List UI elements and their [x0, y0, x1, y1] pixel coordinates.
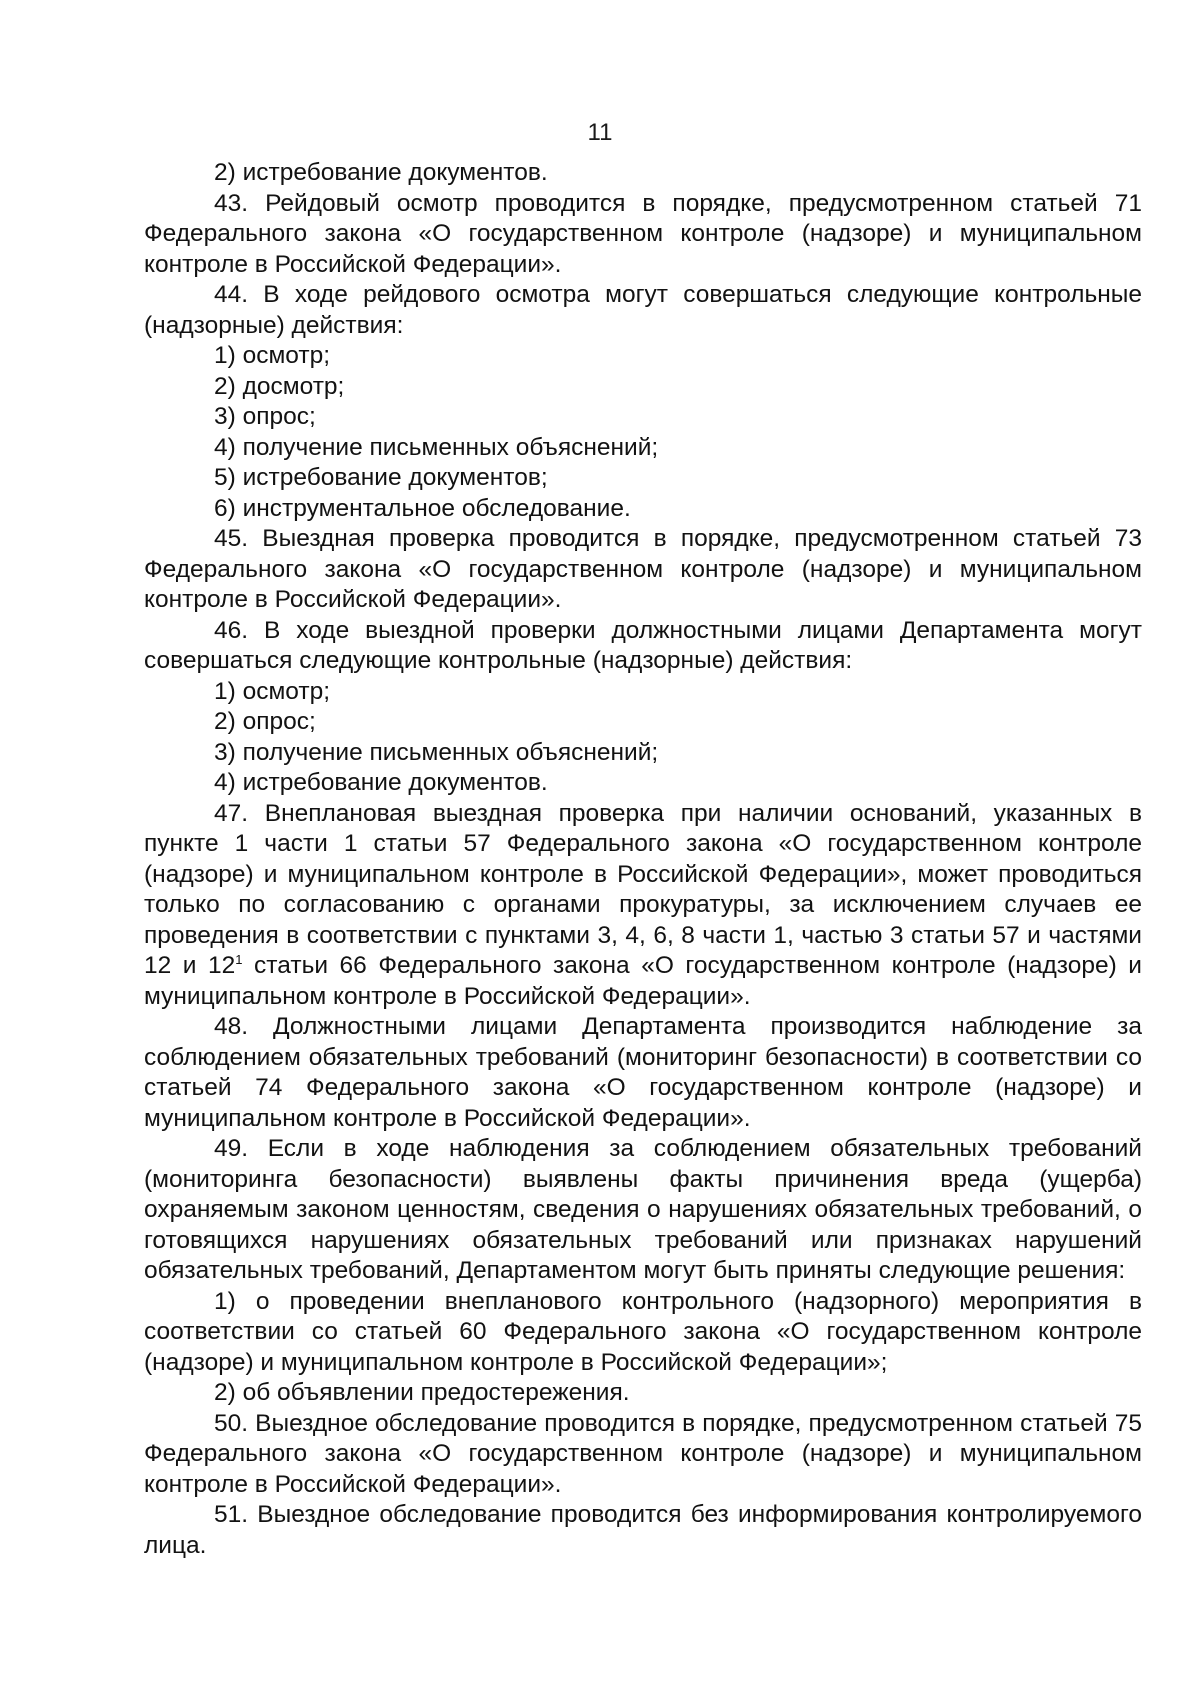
paragraph: 2) истребование документов. [214, 159, 548, 186]
paragraph-48: 48. Должностными лицами Департамента производится наблюдение за соблюдением обязательных требований (мониторинг безопасности) в соответствии со статьей 74 Федерального закона «О государственном контроле (надзоре) и муниципальном контроле в Российской Федерации». [144, 1013, 1142, 1132]
document-body [144, 158, 1142, 1561]
list-item: 5) истребование документов; [214, 464, 548, 491]
list-item: 1) о проведении внепланового контрольного (надзорного) мероприятия в соответствии со статьей 60 Федерального закона «О государственном контроле (надзоре) и муниципальном контроле в Российской Федерации»; [144, 1287, 1142, 1376]
list-item: 3) опрос; [214, 403, 316, 430]
list-item: 1) осмотр; [214, 342, 331, 369]
superscript: 1 [235, 951, 243, 967]
paragraph-49: 49. Если в ходе наблюдения за соблюдением обязательных требований (мониторинга безопасности) выявлены факты причинения вреда (ущерба) охраняемым законом ценностям, сведения о нарушениях обязательных требований, о готовящихся нарушениях обязательных требований или признаках нарушений обязательных требований, Департаментом могут быть приняты следующие решения: [144, 1135, 1142, 1284]
list-item: 4) получение письменных объяснений; [214, 433, 659, 461]
paragraph-47 [144, 799, 1142, 1013]
paragraph-43: 43. Рейдовый осмотр проводится в порядке, предусмотренном статьей 71 Федерального закона «О государственном контроле (надзоре) и муниципальном контроле в Российской Федерации». [144, 189, 1142, 278]
paragraph-46: 46. В ходе выездной проверки должностными лицами Департамента могут совершаться следующие контрольные (надзорные) действия: [144, 616, 1142, 674]
paragraph-47-text-end: статьи 66 Федерального закона «О государственном контроле (надзоре) и муниципальном контроле в Российской Федерации». [144, 952, 1142, 1010]
paragraph-45: 45. Выездная проверка проводится в порядке, предусмотренном статьей 73 Федерального закона «О государственном контроле (надзоре) и муниципальном контроле в Российской Федерации». [144, 525, 1142, 613]
list-item: 2) об объявлении предостережения. [214, 1379, 630, 1406]
page-number: 11 [587, 119, 613, 146]
list-item: 2) опрос; [214, 708, 316, 735]
paragraph-51: 51. Выездное обследование проводится без информирования контролируемого лица. [144, 1501, 1142, 1559]
paragraph-50: 50. Выездное обследование проводится в порядке, предусмотренном статьей 75 Федерального закона «О государственном контроле (надзоре) и муниципальном контроле в Российской Федерации». [144, 1409, 1142, 1498]
list-item: 3) получение письменных объяснений; [214, 738, 659, 766]
list-item: 4) истребование документов. [214, 769, 548, 796]
list-item: 2) досмотр; [214, 372, 345, 400]
paragraph-44: 44. В ходе рейдового осмотра могут совершаться следующие контрольные (надзорные) действия: [144, 281, 1142, 339]
list-item: 1) осмотр; [214, 677, 331, 705]
list-item: 6) инструментальное обследование. [214, 494, 631, 522]
paragraph-47-text: 47. Внеплановая выездная проверка при наличии оснований, указанных в пункте 1 части 1 статьи 57 Федерального закона «О государственном контроле (надзоре) и муниципальном контроле в Российской Федерации», может проводиться только по согласованию с органами прокуратуры, за исключением случаев ее проведения в соответствии с пунктами 3, 4, 6, 8 части 1, частью 3 статьи 57 и частями 12 и 12 [144, 799, 1142, 979]
